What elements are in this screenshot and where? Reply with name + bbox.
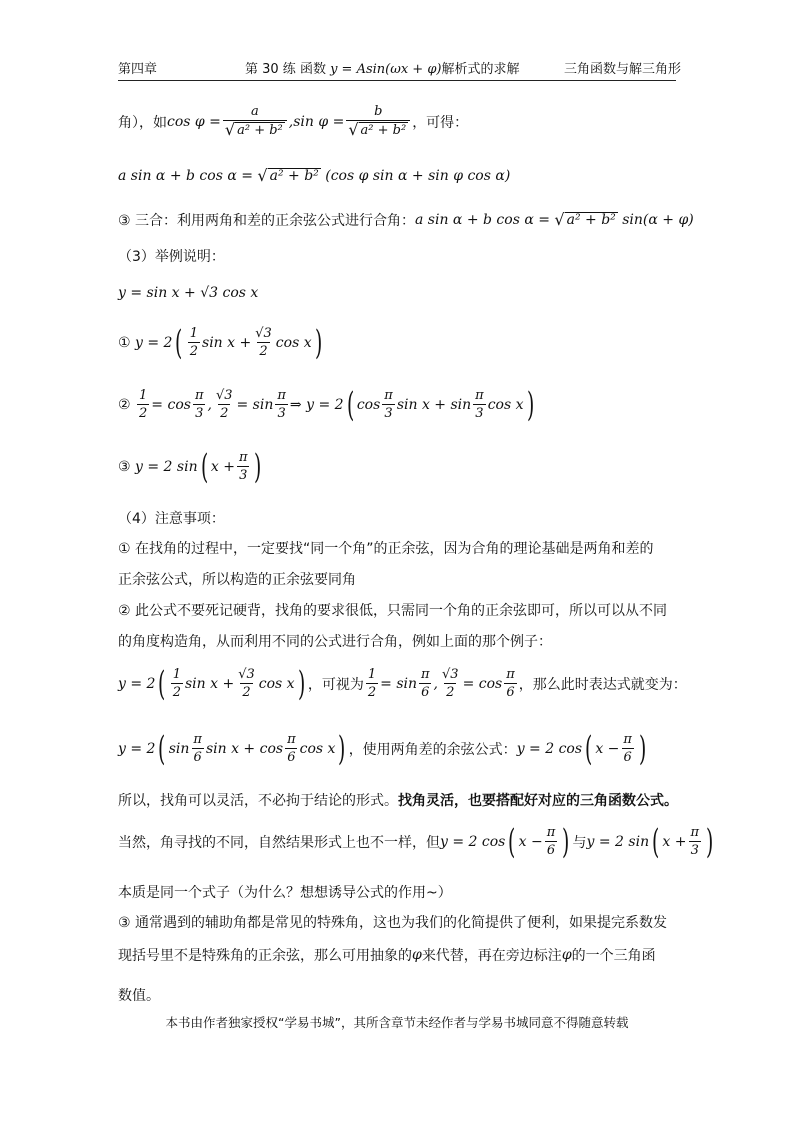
numerator: π (623, 732, 632, 747)
line-20 (118, 945, 656, 965)
math: cos x (258, 676, 295, 692)
header-title-suffix: 解析式的求解 (441, 62, 520, 77)
fraction (193, 388, 206, 422)
line-10: ① 在找角的过程中，一定要找“同一个角”的正余弦，因为合角的理论基础是两角和差的 (118, 541, 654, 557)
math: a sin α + b cos α = (415, 212, 550, 228)
denominator: 2 (220, 406, 229, 421)
numerator: 1 (172, 667, 181, 682)
math: a sin α + b cos α = (118, 168, 253, 184)
fraction (688, 825, 701, 859)
header-title-formula: y = Asin(ωx + φ) (330, 62, 442, 77)
numerator: π (277, 388, 286, 403)
math: sin(α + φ) (622, 212, 694, 228)
math: y = 2 (135, 335, 173, 351)
fraction (171, 667, 183, 701)
denominator: 2 (367, 685, 377, 700)
fraction (545, 825, 558, 859)
text: 当然，角寻找的不同，自然结果形式上也不一样，但 (118, 835, 440, 851)
text: ，使用两角差的余弦公式： (348, 742, 517, 758)
header-section: 三角函数与解三角形 (564, 62, 682, 77)
numerator: 1 (189, 326, 199, 341)
paren-right: ) (705, 822, 714, 862)
fraction (191, 732, 204, 766)
denominator: 2 (446, 685, 455, 700)
numerator: π (287, 732, 296, 747)
math: y = 2 sin (135, 459, 198, 475)
math-phi: φ (412, 947, 422, 963)
bold-text: 找角灵活，也要搭配好对应的三角函数公式。 (398, 793, 678, 809)
line-14 (118, 664, 687, 704)
comma: , (288, 114, 294, 130)
sqrt: √ a² + b² (348, 120, 407, 139)
math: (cos φ sin α + sin φ cos α) (325, 168, 511, 184)
text: 现括号里不是特殊角的正余弦，那么可用抽象的 (118, 948, 412, 964)
line-5: y = sin x + √3 cos x (118, 285, 259, 301)
line-13: 的角度构造角，从而利用不同的公式进行合角，例如上面的那个例子： (118, 634, 552, 650)
text: 所以，找角可以灵活，不必拘于结论的形式。 (118, 793, 398, 809)
numerator: π (421, 667, 430, 682)
math: x − (518, 834, 543, 850)
math: sin φ = (293, 114, 345, 130)
comma: , (207, 397, 212, 413)
denominator: 2 (259, 344, 268, 359)
math: y = 2 (118, 676, 156, 692)
line-4: （3）举例说明： (118, 249, 225, 265)
math: cos x (299, 741, 336, 757)
numerator: 1 (139, 388, 148, 403)
text: 的一个三角函 (571, 948, 656, 964)
denominator: 2 (139, 406, 148, 421)
numerator: π (384, 388, 393, 403)
denominator: 3 (239, 468, 248, 483)
fraction (188, 326, 200, 360)
line-2 (118, 168, 510, 184)
paren-left: ( (652, 822, 660, 862)
fraction (237, 450, 250, 484)
math: y = 2 cos (440, 834, 506, 850)
text: ，可得： (412, 115, 469, 131)
line-21: 数值。 (118, 988, 160, 1004)
numerator: 1 (367, 667, 377, 682)
line-3 (118, 210, 694, 230)
math: x − (595, 741, 620, 757)
fraction (285, 732, 298, 766)
math: = sin (236, 397, 274, 413)
numerator: π (238, 450, 248, 465)
line-15 (118, 729, 649, 769)
math: x + (662, 834, 687, 850)
numerator: a (250, 104, 259, 119)
denominator: 6 (506, 685, 515, 700)
denominator: 6 (287, 750, 296, 765)
line-8 (118, 447, 265, 487)
line-18: 本质是同一个式子（为什么？想想诱导公式的作用~） (118, 885, 452, 901)
paren-right: ) (526, 385, 534, 425)
line-9: （4）注意事项： (118, 511, 225, 527)
text: 角），如 (118, 115, 167, 131)
math: cos φ = (167, 114, 221, 130)
paren-left: ( (158, 729, 166, 769)
line-6 (118, 323, 325, 363)
math: x + (210, 459, 235, 475)
math: y = 2 sin (586, 834, 650, 850)
paren-right: ) (254, 447, 262, 487)
header-title-prefix: 第 30 练 函数 (245, 62, 331, 77)
sqrt: √ a² + b² (224, 120, 283, 139)
comma: , (433, 676, 438, 692)
denominator: 6 (421, 685, 430, 700)
numerator: π (194, 388, 204, 403)
math: cos x (275, 335, 312, 351)
numerator: π (690, 825, 699, 840)
numerator: √3 (215, 388, 233, 403)
math: cos (356, 397, 381, 413)
math: y = 2 cos (516, 741, 583, 757)
text: ，可视为 (307, 677, 364, 693)
numerator: √3 (442, 667, 459, 682)
denominator: 3 (277, 406, 286, 421)
fraction (214, 388, 235, 422)
paren-left: ( (508, 822, 516, 862)
denominator: 3 (690, 843, 699, 858)
fraction (236, 667, 257, 701)
marker: ① (118, 335, 131, 351)
paren-left: ( (346, 385, 354, 425)
fraction (223, 104, 287, 140)
fraction (419, 667, 432, 701)
paren-left: ( (585, 729, 593, 769)
fraction (440, 667, 461, 701)
math: sin (168, 741, 190, 757)
math: y = 2 (118, 741, 156, 757)
math: = cos (462, 676, 503, 692)
paren-right: ) (297, 664, 305, 704)
numerator: π (475, 388, 484, 403)
line-1 (118, 104, 468, 140)
line-16 (118, 790, 678, 810)
radicand: a² + b² (269, 168, 319, 184)
fraction (473, 388, 486, 422)
numerator: √3 (238, 667, 255, 682)
line-11: 正余弦公式，所以构造的正余弦要同角 (118, 572, 356, 588)
header-title (245, 58, 520, 80)
numerator: √3 (255, 326, 272, 341)
radicand: a² + b² (237, 123, 283, 138)
fraction (621, 732, 634, 766)
math: sin x + (185, 676, 235, 692)
math: sin x + cos (205, 741, 284, 757)
radicand: a² + b² (360, 123, 407, 138)
paren-right: ) (562, 822, 570, 862)
math: cos x (487, 397, 524, 413)
denominator: 3 (195, 406, 204, 421)
math: ⇒ y = 2 (289, 397, 344, 413)
radicand: a² + b² (566, 212, 616, 228)
sqrt: √ a² + b² (257, 166, 319, 185)
math-phi: φ (561, 947, 572, 963)
denominator: 6 (546, 843, 556, 858)
line-12: ② 此公式不要死记硬背，找角的要求很低，只需同一个角的正余弦即可，所以可以从不同 (118, 603, 667, 619)
footer-copyright: 本书由作者独家授权“学易书城”，其所含章节未经作者与学易书城同意不得随意转载 (165, 1015, 629, 1030)
fraction (366, 667, 378, 701)
numerator: π (193, 732, 202, 747)
paren-right: ) (638, 729, 647, 769)
paren-right: ) (314, 323, 322, 363)
paren-left: ( (175, 323, 183, 363)
fraction (275, 388, 288, 422)
fraction (504, 667, 517, 701)
text: 来代替，再在旁边标注 (421, 948, 562, 964)
header-chapter: 第四章 (118, 62, 158, 77)
fraction (137, 388, 149, 422)
fraction (346, 104, 410, 140)
line-7 (118, 385, 537, 425)
line-19: ③ 通常遇到的辅助角都是常见的特殊角，这也为我们的化简提供了便利，如果提完系数发 (118, 915, 667, 931)
paren-left: ( (158, 664, 166, 704)
denominator: 3 (475, 406, 484, 421)
denominator: 3 (384, 406, 393, 421)
numerator: π (506, 667, 515, 682)
math: = sin (380, 676, 417, 692)
math: sin x + sin (396, 397, 472, 413)
denominator: 2 (172, 685, 181, 700)
denominator: 6 (623, 750, 632, 765)
denominator: 2 (242, 685, 251, 700)
header-rule (118, 80, 676, 81)
paren-right: ) (338, 729, 346, 769)
math: = cos (151, 397, 191, 413)
fraction (382, 388, 395, 422)
numerator: π (546, 825, 556, 840)
math: sin x + (202, 335, 252, 351)
text: ③ 三合：利用两角和差的正余弦公式进行合角： (118, 213, 415, 229)
text: 与 (572, 835, 587, 851)
paren-left: ( (200, 447, 208, 487)
line-17 (118, 822, 716, 862)
sqrt: √ a² + b² (554, 210, 616, 229)
numerator: b (374, 104, 383, 119)
marker: ② (118, 397, 131, 413)
marker: ③ (118, 459, 131, 475)
text: ，那么此时表达式就变为： (518, 677, 687, 693)
fraction (253, 326, 274, 360)
denominator: 2 (189, 344, 199, 359)
denominator: 6 (193, 750, 202, 765)
